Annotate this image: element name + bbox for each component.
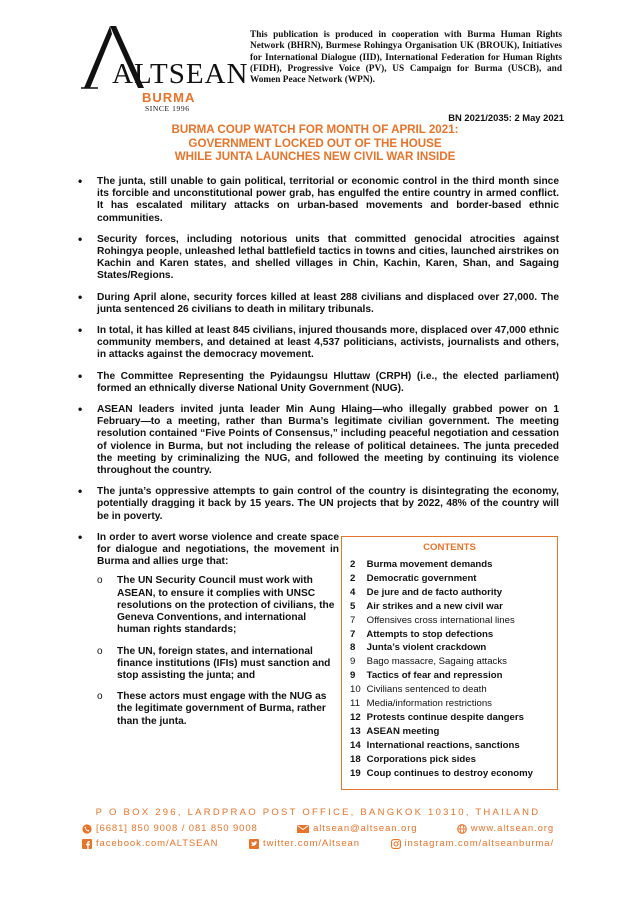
footer [82,807,554,853]
contents-label: Attempts to stop defections [366,628,494,640]
contents-page-number: 7 [350,628,356,640]
footer-phone [82,823,258,834]
contents-label: Junta’s violent crackdown [366,642,487,654]
contents-item[interactable] [350,614,549,628]
phone-text: [6681] 850 9008 / 081 850 9008 [96,823,258,834]
contents-page-number: 9 [350,670,356,682]
logo-name: ALTSEAN [112,58,249,90]
contents-item[interactable] [350,753,549,767]
title-line-1: BURMA COUP WATCH FOR MONTH OF APRIL 2021: [171,123,459,136]
footer-row-2 [82,838,554,849]
contents-page-number: 13 [350,725,361,737]
contents-page-number: 12 [350,711,361,723]
footer-email[interactable] [297,823,417,834]
contents-item[interactable] [350,600,549,614]
contents-item[interactable] [350,669,549,683]
bullet-item: • ASEAN leaders invited junta leader Min Aung Hlaing—who illegally grabbed power on 1 February—to a meeting, rather than Burma’s legitimate civilian government. The meeting resolution contained “Five Points of Consensus,” including peaceful negotiation and cessation of violence in Burma, but not including the release of political detainees. The junta preceded the meeting by criminalizing the NUG, and followed the meeting by continuing its violence throughout the country. [77,404,559,477]
footer-instagram[interactable] [391,838,554,849]
instagram-icon [391,839,401,849]
contents-title: CONTENTS [423,542,476,553]
briefing-number: BN 2021/2035: 2 May 2021 [448,112,564,123]
contents-item[interactable] [350,767,549,781]
facebook-icon [82,839,92,849]
footer-address: P O BOX 296, LARDPRAO POST OFFICE, BANGKOK 10310, THAILAND [95,807,541,818]
contents-label: Burma movement demands [366,559,493,570]
sub-bullet-item: o The UN, foreign states, and international finance institutions (IFIs) must sanction and stop assisting the junta; and [97,646,339,683]
email-icon [297,824,309,834]
instagram-text[interactable]: instagram.com/altseanburma/ [404,838,554,849]
contents-page-number: 5 [350,600,356,612]
twitter-text[interactable]: twitter.com/Altsean [263,838,360,849]
contents-label: Offensives cross international lines [366,614,515,626]
contents-label: Bago massacre, Sagaing attacks [366,656,507,668]
contents-item[interactable] [350,628,549,642]
contents-page-number: 4 [350,586,356,598]
contents-item[interactable] [350,711,549,725]
contents-label: International reactions, sanctions [366,739,520,751]
contents-page-number: 2 [350,572,356,584]
contents-page-number: 18 [350,753,361,765]
contents-item[interactable] [350,558,549,572]
bullet-text: In order to avert worse violence and create space for dialogue and negotiations, the movement in Burma and allies urge that: [97,531,339,568]
title-line-3: WHILE JUNTA LAUNCHES NEW CIVIL WAR INSIDE [174,150,456,164]
footer-facebook[interactable] [82,838,218,849]
footer-row-1 [82,823,554,834]
globe-icon [457,824,467,834]
contents-label: Air strikes and a new civil war [366,600,503,612]
contents-page-number: 9 [350,656,356,668]
contents-page-number: 19 [350,767,361,779]
contents-item[interactable] [350,655,549,669]
sub-bullet-item: o The UN Security Council must work with ASEAN, to ensure it complies with UNSC resolutions on the protection of civilians, the Geneva Conventions, and international human rights standards; [97,575,339,636]
bullet-item: • The junta, still unable to gain political, territorial or economic control in the third month since its forcible and unconstitutional power grab, has engulfed the entire country in armed conflict. It has escalated military attacks on urban-based movements and border-based ethnic communities. [77,176,559,225]
contents-label: Democratic government [366,572,477,584]
demand-sub-bullets [97,575,339,727]
contents-label: Civilians sentenced to death [366,684,487,696]
logo-since: SINCE 1996 [145,104,190,113]
contents-list [350,558,549,781]
footer-twitter[interactable] [249,838,360,849]
email-text[interactable]: altsean@altsean.org [313,823,418,834]
bullet-item: • The Committee Representing the Pyidaungsu Hluttaw (CRPH) (i.e., the elected parliament) formed an ethnically diverse National Unity Government (NUG). [77,371,559,395]
cooperation-note: This publication is produced in cooperation with Burma Human Rights Network (BHRN), Burmese Rohingya Organisation UK (BROUK), Initiatives for International Dialogue (IID), International Federation for Human Rights (FIDH), Progressive Voice (PV), US Campaign for Burma (USCB), and Women Peace Network (WPN). [250,30,562,86]
footer-web[interactable] [457,823,554,834]
contents-page-number: 8 [350,642,356,654]
facebook-text[interactable]: facebook.com/ALTSEAN [96,838,219,849]
contents-label: Corporations pick sides [366,753,476,765]
contents-label: ASEAN meeting [366,725,440,737]
contents-label: Tactics of fear and repression [366,670,503,682]
contents-box [341,536,558,790]
contents-item[interactable] [350,641,549,655]
contents-item[interactable] [350,683,549,697]
contents-page-number: 2 [350,559,356,570]
contents-item[interactable] [350,586,549,600]
contents-label: De jure and de facto authority [366,586,503,598]
title-line-2: GOVERNMENT LOCKED OUT OF THE HOUSE [188,136,442,150]
altsean-logo [80,22,249,113]
contents-page-number: 7 [350,614,356,626]
contents-item[interactable] [350,739,549,753]
contents-item[interactable] [350,697,549,711]
bullet-item: • Security forces, including notorious units that committed genocidal atrocities against Rohingya people, unleashed lethal battlefield tactics in towns and cities, launched airstrikes on Kachin and Karen states, and shelled villages in Chin, Kachin, Karen, Shan, and Sagaing States/Regions. [77,234,559,283]
contents-item[interactable] [350,572,549,586]
bullet-item: • During April alone, security forces killed at least 288 civilians and displaced over 27,000. The junta sentenced 26 civilians to death in military tribunals. [77,292,559,316]
sub-bullet-item: o These actors must engage with the NUG as the legitimate government of Burma, rather than the junta. [97,691,339,728]
bullet-item: • In total, it has killed at least 845 civilians, injured thousands more, displaced over 47,000 ethnic community members, and detained at least 4,537 politicians, activists, journalists and others, in attacks against the democracy movement. [77,325,559,362]
contents-page-number: 10 [350,684,361,696]
page-title [90,123,540,164]
twitter-icon [249,839,259,849]
logo-burma: BURMA [142,90,196,105]
contents-page-number: 14 [350,739,361,751]
contents-label: Protests continue despite dangers [366,711,524,723]
contents-page-number: 11 [350,698,360,710]
web-text[interactable]: www.altsean.org [470,823,554,834]
bullet-item-demands [77,532,339,728]
bullet-item: • The junta’s oppressive attempts to gain control of the country is disintegrating the economy, potentially dragging it back by 15 years. The UN projects that by 2022, 48% of the country will be in poverty. [77,486,559,523]
phone-icon [82,824,92,834]
contents-label: Coup continues to destroy economy [366,767,533,779]
contents-item[interactable] [350,725,549,739]
contents-label: Media/information restrictions [366,698,492,710]
